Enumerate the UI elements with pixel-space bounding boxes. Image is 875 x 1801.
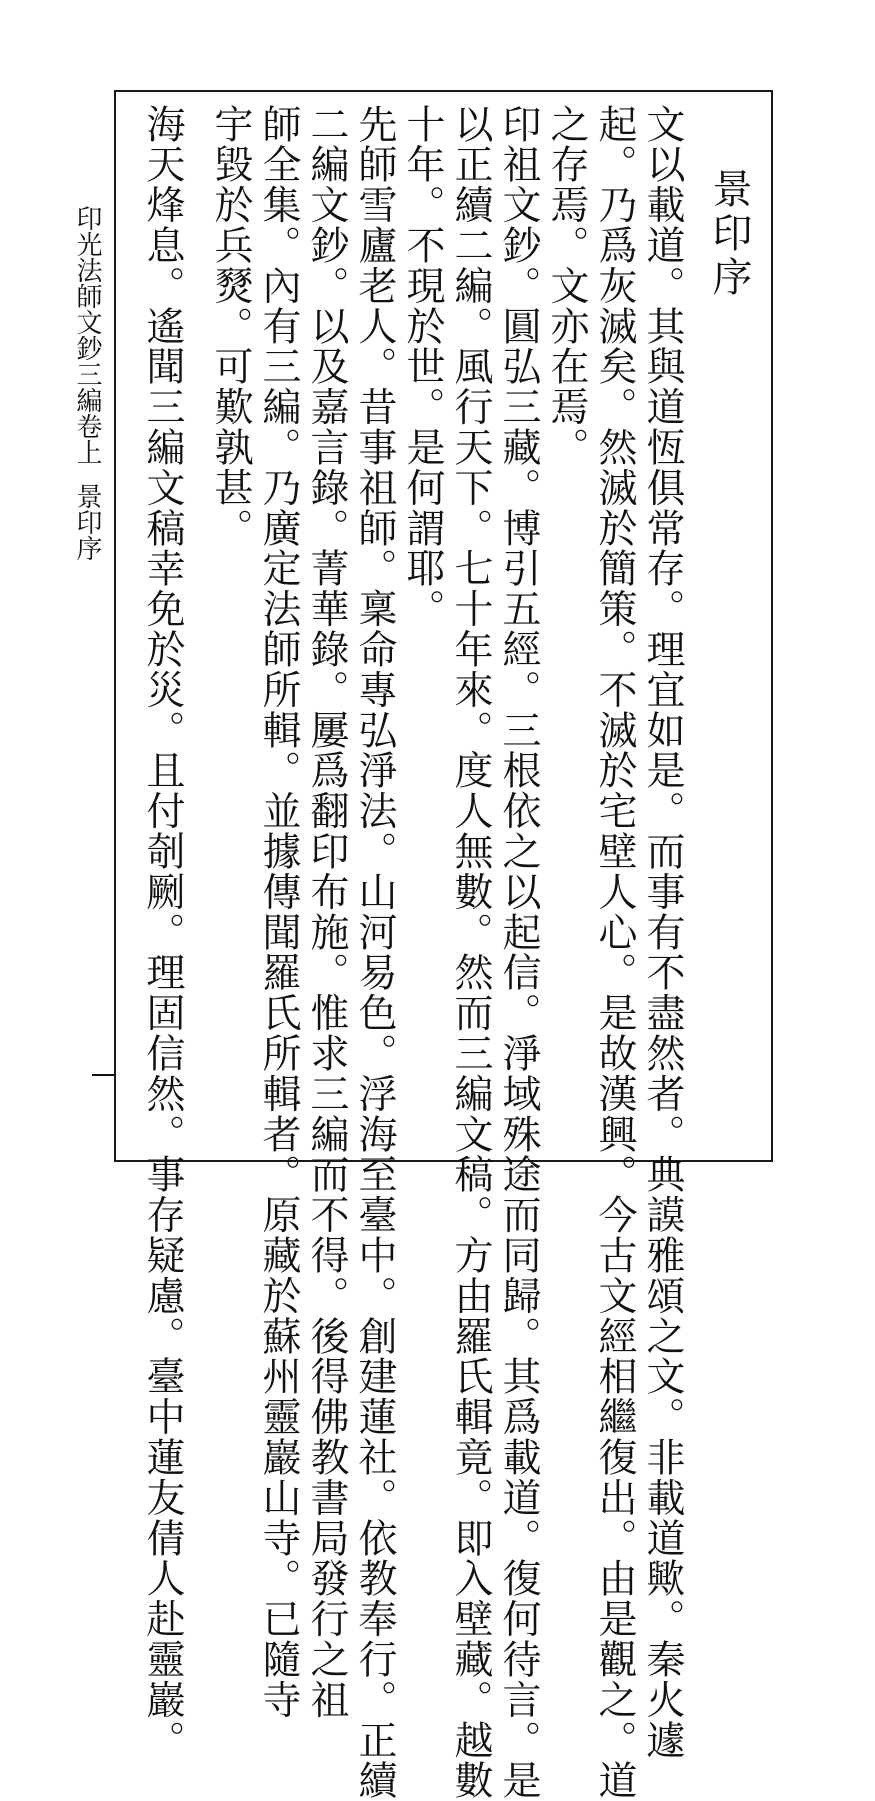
text-column: 十年。不現於世。是何謂耶。 bbox=[400, 104, 445, 630]
text-column: 起。乃爲灰滅矣。然滅於簡策。不滅於宅壁人心。是故漢興。今古文經相繼復出。由是觀之。道 bbox=[592, 104, 637, 1801]
text-column: 二編文鈔。以及嘉言錄。菁華錄。屢爲翻印布施。惟求三編而不得。後得佛教書局發行之祖 bbox=[304, 104, 349, 1720]
text-column: 之存焉。文亦在焉。 bbox=[544, 104, 589, 468]
page-number bbox=[92, 1074, 116, 1076]
text-column: 先師雪廬老人。昔事祖師。稟命專弘淨法。山河易色。浮海至臺中。創建蓮社。依教奉行。正續 bbox=[352, 104, 397, 1801]
page-frame bbox=[114, 90, 773, 1801]
text-column: 文以載道。其與道恆俱常存。理宜如是。而事有不盡然者。典謨雅頌之文。非載道歟。秦火遽 bbox=[640, 104, 685, 1761]
running-head bbox=[74, 205, 100, 561]
text-column: 師全集。內有三編。乃廣定法師所輯。並據傳聞羅氏所輯者。原藏於蘇州靈巖山寺。已隨寺 bbox=[256, 104, 301, 1720]
text-column: 海天烽息。遙聞三編文稿幸免於災。且付剞劂。理固信然。事存疑慮。臺中蓮友倩人赴靈巖。 bbox=[140, 104, 185, 1761]
page-title: 景印序 bbox=[706, 168, 752, 300]
running-head-book-title: 印光法師文鈔三編卷上 bbox=[72, 205, 102, 465]
text-column: 以正續二編。風行天下。七十年來。度人無數。然而三編文稿。方由羅氏輯竟。即入壁藏。越數 bbox=[448, 104, 493, 1801]
text-column: 宇毀於兵燹。可歎孰甚。 bbox=[208, 104, 253, 549]
text-column: 印祖文鈔。圓弘三藏。博引五經。三根依之以起信。淨域殊途而同歸。其爲載道。復何待言。是 bbox=[496, 104, 541, 1801]
running-head-section: 景印序 bbox=[72, 483, 102, 561]
